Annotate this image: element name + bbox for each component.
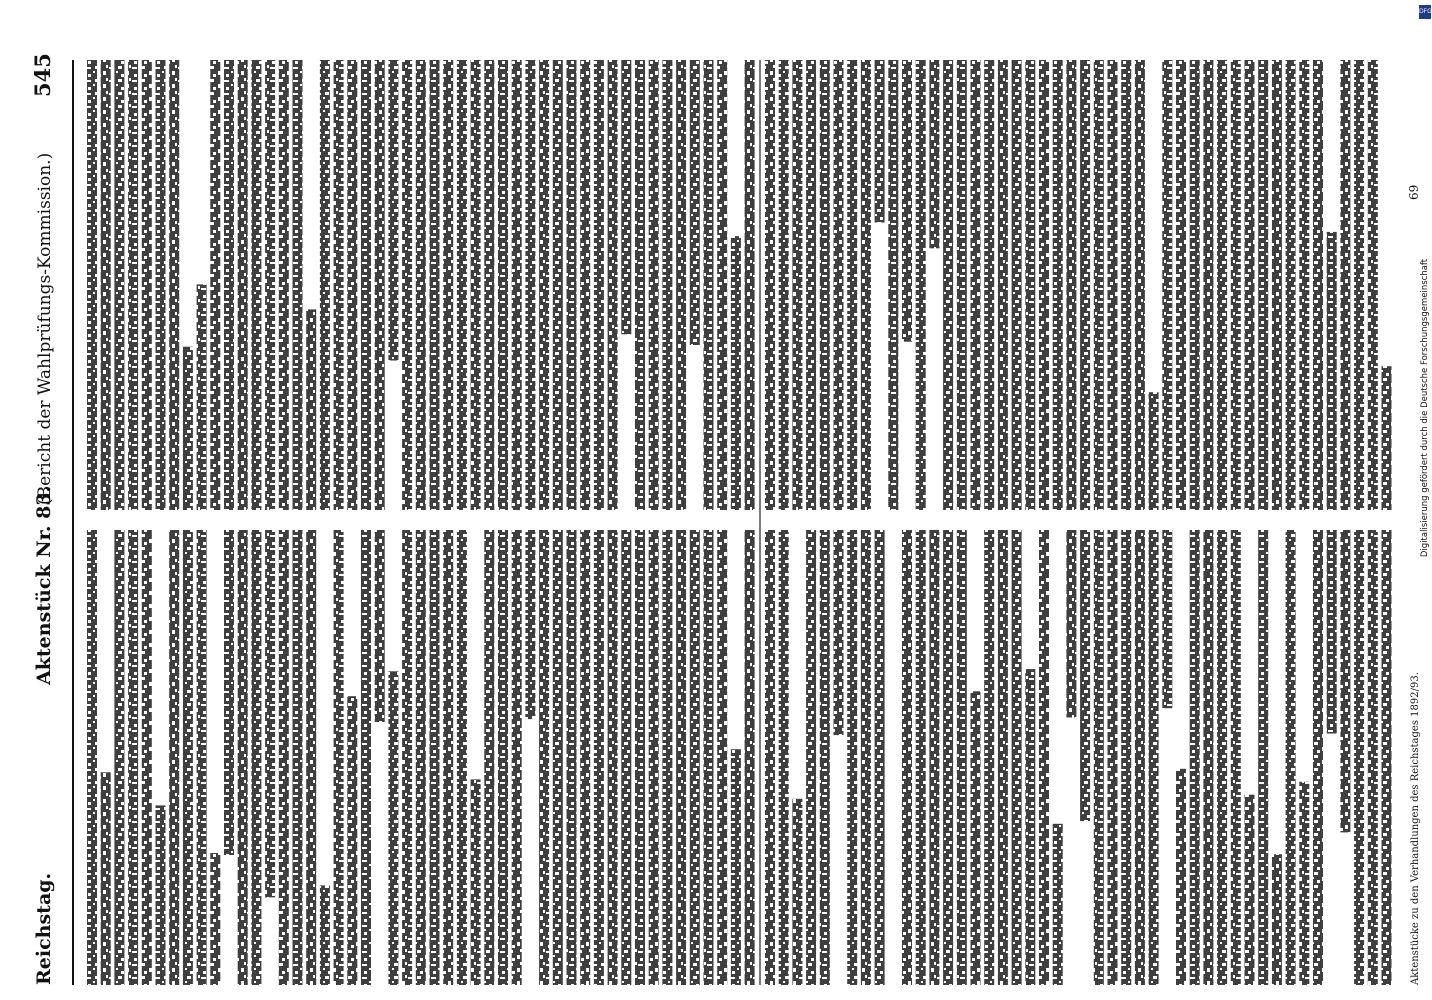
text-line [594, 60, 604, 510]
text-line [820, 530, 830, 985]
text-line [1094, 530, 1104, 985]
text-line [1354, 530, 1364, 985]
text-line [169, 530, 179, 985]
text-line [114, 60, 124, 510]
text-line [567, 60, 577, 510]
text-line [888, 60, 898, 510]
text-line [375, 60, 385, 510]
text-line [1231, 60, 1241, 510]
text-line [957, 60, 967, 510]
text-line [662, 60, 672, 510]
text-lines [87, 60, 1392, 985]
text-line [929, 60, 939, 248]
text-line [156, 60, 166, 510]
text-line [662, 530, 672, 985]
text-line [1121, 60, 1131, 510]
text-line [1025, 60, 1035, 510]
text-line [498, 530, 508, 985]
text-line [388, 60, 398, 361]
text-line [224, 60, 234, 510]
text-line [1382, 530, 1392, 985]
text-line [1286, 60, 1296, 510]
text-line [553, 60, 563, 510]
text-line [779, 530, 789, 985]
text-line [957, 530, 967, 985]
text-line [779, 60, 789, 510]
text-line [1272, 60, 1282, 510]
text-line [320, 885, 330, 985]
text-line [1299, 782, 1309, 985]
text-line [443, 530, 453, 985]
dfg-badge-text: DFG [1419, 8, 1432, 15]
text-line [717, 530, 727, 985]
text-line [128, 60, 138, 510]
text-line [484, 60, 494, 510]
text-line [1176, 60, 1186, 510]
footer-signature: 69 [1407, 184, 1421, 200]
text-line [649, 530, 659, 985]
text-line [1231, 530, 1241, 985]
text-line [1053, 60, 1063, 510]
text-line [943, 530, 953, 985]
text-line [608, 60, 618, 510]
text-line [1162, 530, 1172, 708]
text-line [1094, 60, 1104, 510]
text-line [861, 60, 871, 510]
text-line [717, 60, 727, 510]
text-line [293, 60, 303, 510]
text-line [334, 60, 344, 510]
text-line [361, 530, 371, 985]
text-line [621, 530, 631, 985]
digitization-note [1418, 18, 1432, 798]
text-line [1053, 824, 1063, 985]
text-line [649, 60, 659, 510]
text-line [1245, 795, 1255, 985]
text-line [1012, 60, 1022, 510]
text-line [265, 60, 275, 510]
text-line [1313, 60, 1323, 510]
text-line [512, 530, 522, 985]
text-line [806, 530, 816, 985]
text-line [1176, 769, 1186, 985]
text-line [676, 530, 686, 985]
text-line [416, 60, 426, 510]
text-line [1272, 854, 1282, 985]
text-line [1258, 60, 1268, 510]
text-line [792, 60, 802, 510]
text-line [265, 530, 275, 897]
text-line [498, 60, 508, 510]
text-line [1217, 530, 1227, 985]
footer-left: Aktenstücke zu den Verhandlungen des Reichstages 1892/93. [1410, 672, 1421, 985]
text-line [1149, 392, 1159, 510]
text-line [1190, 530, 1200, 985]
text-line [361, 60, 371, 510]
text-line [334, 530, 344, 985]
text-line [1327, 530, 1337, 734]
text-line [375, 530, 385, 722]
text-line [512, 60, 522, 510]
header-text-group [30, 53, 55, 985]
text-line [1190, 60, 1200, 510]
text-line [902, 530, 912, 985]
text-line [484, 530, 494, 985]
text-line [114, 530, 124, 985]
text-line [580, 530, 590, 985]
text-line [1313, 530, 1323, 985]
text-line [984, 530, 994, 985]
text-line [1039, 530, 1049, 985]
text-line [1382, 366, 1392, 510]
text-line [388, 671, 398, 985]
text-line [594, 530, 604, 985]
text-line [251, 530, 261, 985]
text-line [457, 60, 467, 510]
text-line [279, 530, 289, 985]
text-line [847, 60, 857, 510]
text-line [834, 60, 844, 510]
text-line [608, 530, 618, 985]
text-line [197, 284, 207, 510]
text-line [183, 347, 193, 510]
text-line [471, 779, 481, 985]
text-line [1121, 530, 1131, 985]
text-line [971, 60, 981, 510]
text-line [806, 60, 816, 510]
text-line [457, 530, 467, 985]
text-line [875, 530, 885, 985]
text-line [998, 60, 1008, 510]
text-line [101, 772, 111, 985]
text-line [902, 60, 912, 342]
text-line [1340, 530, 1350, 832]
text-line [731, 236, 741, 510]
text-line [87, 60, 97, 510]
text-line [690, 60, 700, 345]
dfg-badge [1419, 5, 1431, 19]
text-line [1135, 60, 1145, 510]
text-line [1080, 60, 1090, 510]
digitization-note-text: Digitalisierung gefördert durch die Deutsche Forschungsgemeinschaft [1420, 258, 1430, 558]
text-line [792, 799, 802, 985]
text-line [1066, 530, 1076, 718]
text-line [567, 530, 577, 985]
text-line [128, 530, 138, 985]
text-line [238, 60, 248, 510]
text-line [704, 530, 714, 985]
text-line [1135, 530, 1145, 985]
header-center: Aktenstück Nr. 83. [33, 485, 55, 685]
text-line [156, 805, 166, 985]
text-line [943, 60, 953, 510]
text-line [279, 60, 289, 510]
header-left: Reichstag. [33, 872, 55, 985]
text-line [998, 530, 1008, 985]
text-line [443, 60, 453, 510]
text-line [971, 691, 981, 985]
text-line [402, 530, 412, 985]
text-line [197, 530, 207, 985]
text-line [306, 309, 316, 510]
text-line [1039, 60, 1049, 510]
text-line [916, 530, 926, 985]
text-line [430, 60, 440, 510]
text-line [690, 530, 700, 985]
text-line [87, 530, 97, 985]
text-line [1066, 60, 1076, 510]
text-line [1368, 530, 1378, 985]
text-line [1108, 60, 1118, 510]
text-line [765, 530, 775, 985]
text-line [1258, 530, 1268, 985]
text-line [101, 60, 111, 510]
text-line [238, 530, 248, 985]
text-line [731, 749, 741, 985]
text-line [416, 530, 426, 985]
text-line [1217, 60, 1227, 510]
text-line [621, 60, 631, 334]
text-line [142, 530, 152, 985]
text-line [539, 60, 549, 510]
text-line [1149, 530, 1159, 985]
text-line [1080, 530, 1090, 821]
header-right: (Bericht der Wahlprüfungs-Kommission.) [35, 152, 55, 505]
text-line [251, 60, 261, 510]
text-line [916, 60, 926, 510]
text-line [861, 530, 871, 985]
text-line [553, 530, 563, 985]
text-line [1286, 530, 1296, 985]
text-line [676, 60, 686, 510]
text-line [1012, 530, 1022, 985]
text-line [293, 530, 303, 985]
text-line [1340, 60, 1350, 510]
text-line [820, 60, 830, 510]
text-line [347, 696, 357, 985]
text-line [875, 60, 885, 223]
text-line [525, 530, 535, 719]
text-line [1368, 60, 1378, 510]
text-line [984, 60, 994, 510]
text-line [430, 530, 440, 985]
text-line [142, 60, 152, 510]
text-line [1162, 60, 1172, 510]
text-line [834, 530, 844, 735]
text-line [1354, 60, 1364, 510]
text-line [580, 60, 590, 510]
text-line [635, 530, 645, 985]
text-line [745, 530, 755, 985]
text-line [210, 853, 220, 985]
text-line [539, 530, 549, 985]
text-line [745, 60, 755, 510]
text-line [306, 530, 316, 985]
text-line [347, 60, 357, 510]
text-line [320, 60, 330, 510]
text-line [1203, 530, 1213, 985]
text-line [1203, 60, 1213, 510]
text-line [1108, 530, 1118, 985]
text-line [183, 530, 193, 985]
text-line [224, 530, 234, 855]
text-line [929, 530, 939, 985]
text-line [169, 60, 179, 510]
text-line [210, 60, 220, 510]
page-number: 545 [30, 53, 55, 97]
text-line [635, 60, 645, 510]
text-line [1025, 669, 1035, 985]
text-line [765, 60, 775, 510]
text-line [471, 60, 481, 510]
text-line [525, 60, 535, 510]
text-line [402, 60, 412, 510]
text-line [1299, 60, 1309, 510]
text-line [1327, 232, 1337, 510]
text-line [847, 530, 857, 985]
text-line [1245, 60, 1255, 510]
text-line [704, 60, 714, 510]
